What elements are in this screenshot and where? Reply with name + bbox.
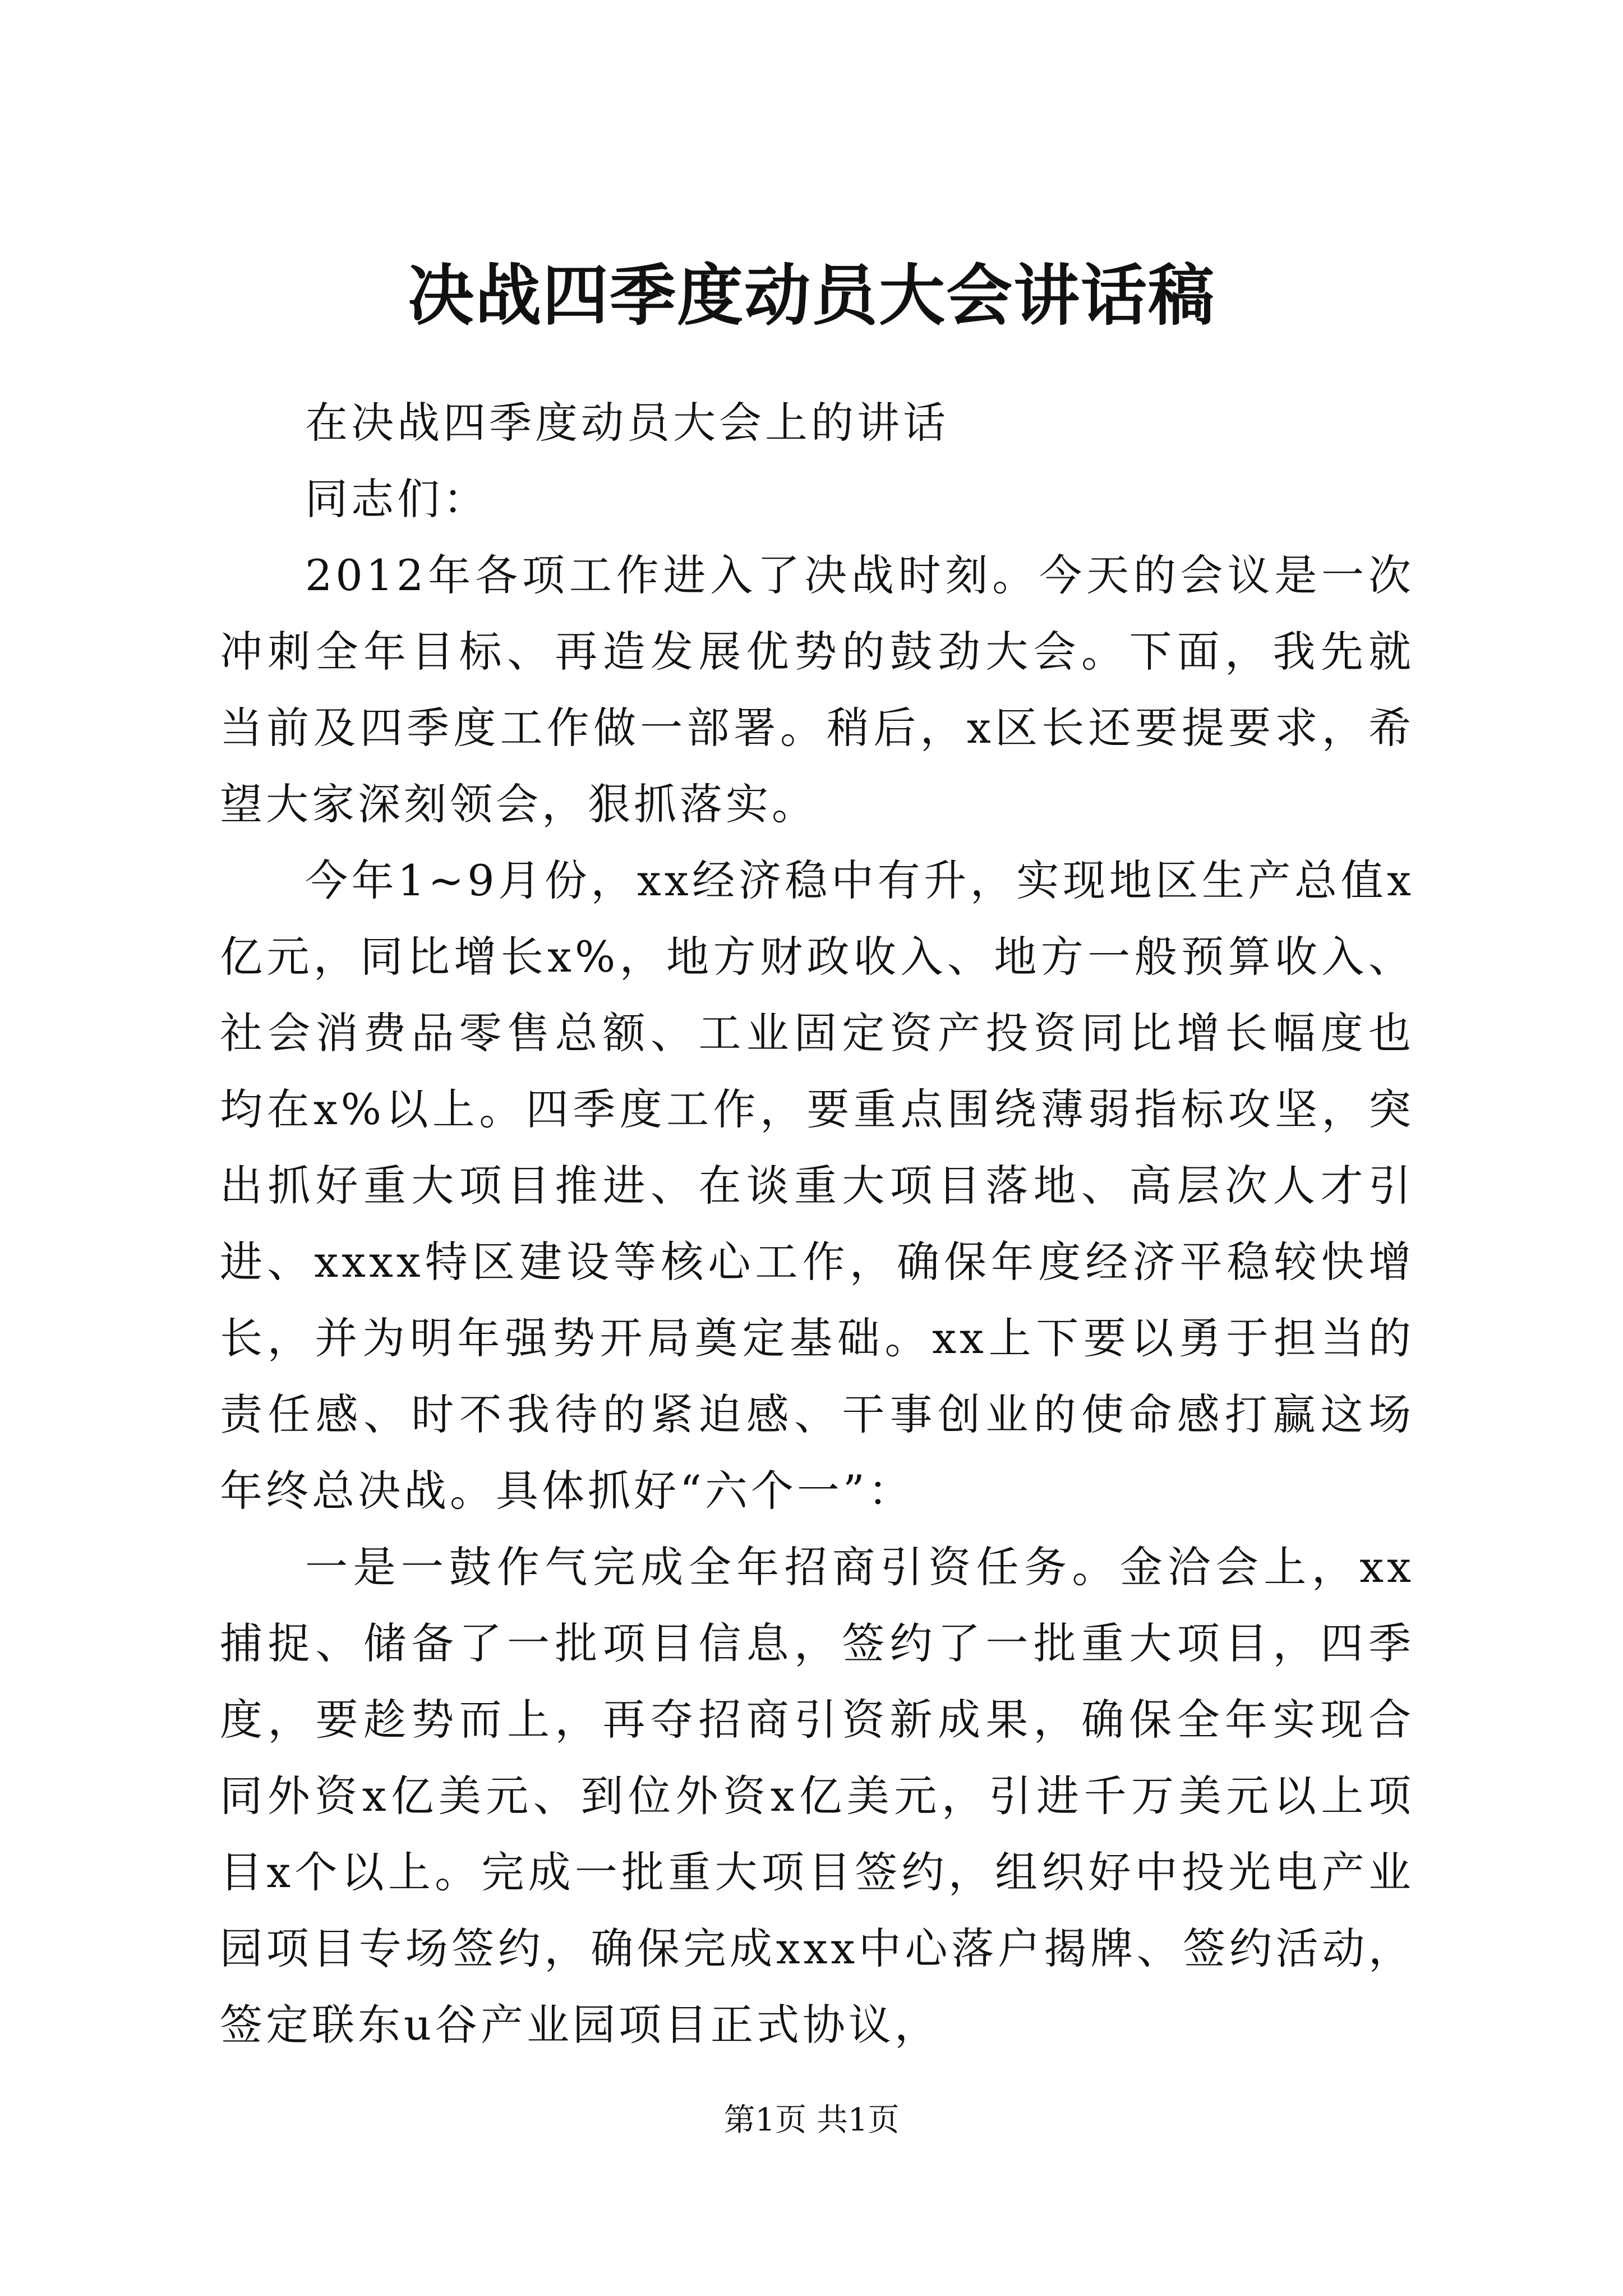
paragraph: 2012年各项工作进入了决战时刻。今天的会议是一次冲刺全年目标、再造发展优势的鼓劲大会。下面，我先就当前及四季度工作做一部署。稍后，x区长还要提要求，希望大家深刻领会，狠抓落实。 (220, 550, 1414, 829)
document-body (220, 385, 1414, 2063)
document-title: 决战四季度动员大会讲话稿 (407, 256, 1215, 334)
paragraph: 今年1~9月份，xx经济稳中有升，实现地区生产总值x亿元，同比增长x%，地方财政收入、地方一般预算收入、社会消费品零售总额、工业固定资产投资同比增长幅度也均在x%以上。四季度工作，要重点围绕薄弱指标攻坚，突出抓好重大项目推进、在谈重大项目落地、高层次人才引进、xxxx特区建设等核心工作，确保年度经济平稳较快增长，并为明年强势开局奠定基础。xx上下要以勇于担当的责任感、时不我待的紧迫感、干事创业的使命感打赢这场年终总决战。具体抓好“六个一”： (220, 855, 1414, 1516)
salutation: 同志们： (305, 474, 489, 524)
document-subtitle: 在决战四季度动员大会上的讲话 (305, 398, 949, 448)
paragraph: 一是一鼓作气完成全年招商引资任务。金洽会上，xx捕捉、储备了一批项目信息，签约了一批重大项目，四季度，要趁势而上，再夺招商引资新成果，确保全年实现合同外资x亿美元、到位外资x亿美元，引进千万美元以上项目x个以上。完成一批重大项目签约，组织好中投光电产业园项目专场签约，确保完成xxx中心落户揭牌、签约活动，签定联东u谷产业园项目正式协议， (220, 1542, 1414, 2050)
page-number-footer: 第1页 共1页 (723, 2102, 900, 2138)
